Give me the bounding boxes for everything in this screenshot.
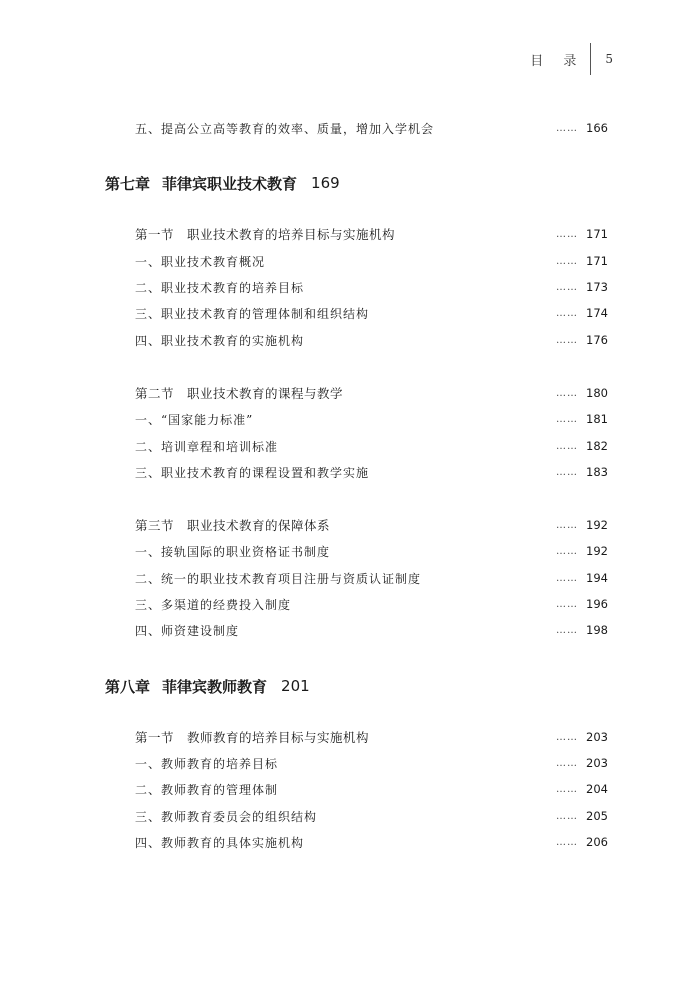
- toc-item: [135, 621, 608, 639]
- toc-section: [135, 728, 608, 746]
- entry-title: 第一节 教师教育的培养目标与实施机构: [135, 730, 370, 745]
- leader-dots: ……: [556, 519, 578, 531]
- entry-page: 180: [586, 386, 608, 400]
- header-title: 目 录: [530, 53, 585, 69]
- leader-dots: ……: [556, 810, 578, 822]
- entry-right: [556, 730, 608, 744]
- leader-dots: ……: [556, 572, 578, 584]
- entry-page: 192: [586, 544, 608, 558]
- entry-title: 第三节 职业技术教育的保障体系: [135, 518, 331, 533]
- entry-page: 203: [586, 756, 608, 770]
- entry-right: [556, 571, 608, 585]
- entry-page: 181: [586, 412, 608, 426]
- entry-page: 171: [586, 227, 608, 241]
- entry-right: [556, 280, 608, 294]
- entry-title: 二、职业技术教育的培养目标: [135, 280, 305, 295]
- entry-right: [556, 227, 608, 241]
- entry-title: 三、多渠道的经费投入制度: [135, 597, 292, 612]
- entry-right: [556, 756, 608, 770]
- leader-dots: ……: [556, 255, 578, 267]
- leader-dots: ……: [556, 757, 578, 769]
- entry-right: [556, 518, 608, 532]
- entry-right: [556, 597, 608, 611]
- chapter-label: 第七章: [105, 174, 151, 193]
- entry-title: 第二节 职业技术教育的课程与教学: [135, 386, 344, 401]
- chapter-title: 菲律宾教师教育: [162, 677, 268, 696]
- entry-right: [556, 121, 608, 135]
- entry-page: 174: [586, 306, 608, 320]
- toc-item: [135, 754, 608, 772]
- toc-item: [135, 119, 608, 137]
- entry-title: 四、教师教育的具体实施机构: [135, 835, 305, 850]
- leader-dots: ……: [556, 413, 578, 425]
- entry-right: [556, 306, 608, 320]
- entry-right: [556, 465, 608, 479]
- toc-item: [135, 278, 608, 296]
- toc-item: [135, 542, 608, 560]
- entry-title: 第一节 职业技术教育的培养目标与实施机构: [135, 227, 396, 242]
- entry-page: 194: [586, 571, 608, 585]
- entry-page: 176: [586, 333, 608, 347]
- leader-dots: ……: [556, 440, 578, 452]
- entry-right: [556, 254, 608, 268]
- entry-page: 206: [586, 835, 608, 849]
- entry-page: 183: [586, 465, 608, 479]
- header-divider: [590, 43, 591, 75]
- entry-page: 203: [586, 730, 608, 744]
- toc-item: [135, 595, 608, 613]
- toc-section: [135, 225, 608, 243]
- entry-title: 二、教师教育的管理体制: [135, 782, 279, 797]
- entry-right: [556, 782, 608, 796]
- entry-title: 一、接轨国际的职业资格证书制度: [135, 544, 331, 559]
- toc-item: [135, 780, 608, 798]
- toc-item: [135, 410, 608, 428]
- entry-title: 一、“国家能力标准”: [135, 412, 254, 427]
- entry-page: 171: [586, 254, 608, 268]
- toc-chapter: [105, 172, 340, 194]
- toc-item: [135, 833, 608, 851]
- toc-item: [135, 569, 608, 587]
- entry-right: [556, 835, 608, 849]
- chapter-page: 169: [311, 174, 340, 192]
- leader-dots: ……: [556, 281, 578, 293]
- toc-section: [135, 384, 608, 402]
- toc-item: [135, 252, 608, 270]
- entry-page: 205: [586, 809, 608, 823]
- header-page-number: 5: [605, 52, 613, 66]
- entry-right: [556, 544, 608, 558]
- entry-right: [556, 386, 608, 400]
- leader-dots: ……: [556, 466, 578, 478]
- entry-title: 一、教师教育的培养目标: [135, 756, 279, 771]
- leader-dots: ……: [556, 598, 578, 610]
- chapter-label: 第八章: [105, 677, 151, 696]
- toc-item: [135, 304, 608, 322]
- entry-title: 四、师资建设制度: [135, 623, 240, 638]
- entry-title: 四、职业技术教育的实施机构: [135, 333, 305, 348]
- entry-right: [556, 439, 608, 453]
- entry-title: 五、提高公立高等教育的效率、质量，增加入学机会: [135, 121, 435, 136]
- toc-section: [135, 516, 608, 534]
- toc-chapter: [105, 675, 310, 697]
- entry-title: 三、职业技术教育的课程设置和教学实施: [135, 465, 370, 480]
- entry-right: [556, 809, 608, 823]
- leader-dots: ……: [556, 783, 578, 795]
- leader-dots: ……: [556, 122, 578, 134]
- entry-page: 166: [586, 121, 608, 135]
- entry-page: 173: [586, 280, 608, 294]
- chapter-page: 201: [281, 677, 310, 695]
- toc-item: [135, 463, 608, 481]
- toc-item: [135, 807, 608, 825]
- toc-item: [135, 437, 608, 455]
- running-header: [530, 46, 613, 72]
- entry-page: 196: [586, 597, 608, 611]
- entry-title: 一、职业技术教育概况: [135, 254, 266, 269]
- toc-item: [135, 331, 608, 349]
- entry-title: 三、职业技术教育的管理体制和组织结构: [135, 306, 370, 321]
- leader-dots: ……: [556, 545, 578, 557]
- leader-dots: ……: [556, 836, 578, 848]
- entry-right: [556, 623, 608, 637]
- leader-dots: ……: [556, 228, 578, 240]
- chapter-title: 菲律宾职业技术教育: [162, 174, 298, 193]
- entry-right: [556, 333, 608, 347]
- leader-dots: ……: [556, 731, 578, 743]
- entry-title: 二、统一的职业技术教育项目注册与资质认证制度: [135, 571, 422, 586]
- entry-page: 192: [586, 518, 608, 532]
- entry-title: 三、教师教育委员会的组织结构: [135, 809, 318, 824]
- leader-dots: ……: [556, 334, 578, 346]
- entry-right: [556, 412, 608, 426]
- entry-page: 198: [586, 623, 608, 637]
- entry-title: 二、培训章程和培训标准: [135, 439, 279, 454]
- entry-page: 204: [586, 782, 608, 796]
- leader-dots: ……: [556, 387, 578, 399]
- entry-page: 182: [586, 439, 608, 453]
- leader-dots: ……: [556, 624, 578, 636]
- leader-dots: ……: [556, 307, 578, 319]
